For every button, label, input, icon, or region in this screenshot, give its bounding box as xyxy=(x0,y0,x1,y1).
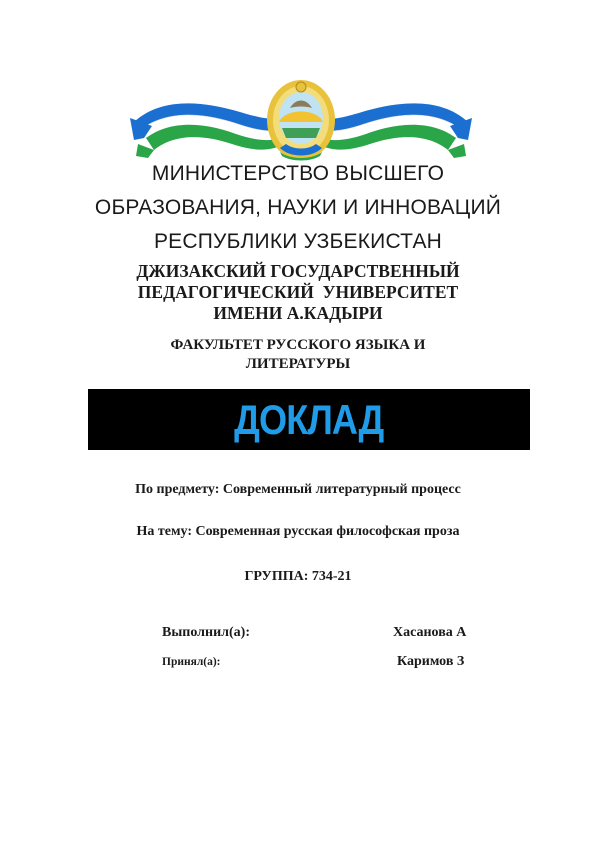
faculty-name xyxy=(0,336,596,374)
subject-value: Современный литературный процесс xyxy=(222,482,461,497)
topic-line xyxy=(0,524,596,540)
accepted-name: Каримов З xyxy=(397,654,465,669)
topic-value: Современная русская философская проза xyxy=(195,524,460,539)
performed-name: Хасанова А xyxy=(393,625,467,640)
university-line-1: ДЖИЗАКСКИЙ ГОСУДАРСТВЕННЫЙ xyxy=(136,261,460,281)
university-line-2: ПЕДАГОГИЧЕСКИЙ УНИВЕРСИТЕТ xyxy=(137,282,459,302)
subject-line xyxy=(0,482,596,498)
accepted-label: Принял(а): xyxy=(162,656,221,668)
state-emblem-icon xyxy=(130,78,472,162)
university-line-3: ИМЕНИ А.КАДЫРИ xyxy=(213,303,383,323)
faculty-line-1: ФАКУЛЬТЕТ РУССКОГО ЯЗЫКА И xyxy=(170,337,426,353)
ministry-line-1: МИНИСТЕРСТВО ВЫСШЕГО xyxy=(151,162,445,185)
topic-label: На тему: xyxy=(136,524,193,539)
ministry-name xyxy=(0,157,596,259)
ministry-line-2: ОБРАЗОВАНИЯ, НАУКИ И ИННОВАЦИЙ xyxy=(94,196,502,219)
group-line: ГРУППА: 734-21 xyxy=(244,569,352,584)
university-name xyxy=(0,261,596,324)
performed-label: Выполнил(а): xyxy=(162,625,250,640)
ministry-line-3: РЕСПУБЛИКИ УЗБЕКИСТАН xyxy=(153,230,443,253)
report-title: ДОКЛАД xyxy=(234,395,384,443)
faculty-line-2: ЛИТЕРАТУРЫ xyxy=(245,356,351,372)
title-banner xyxy=(88,389,530,450)
subject-label: По предмету: xyxy=(135,482,220,497)
